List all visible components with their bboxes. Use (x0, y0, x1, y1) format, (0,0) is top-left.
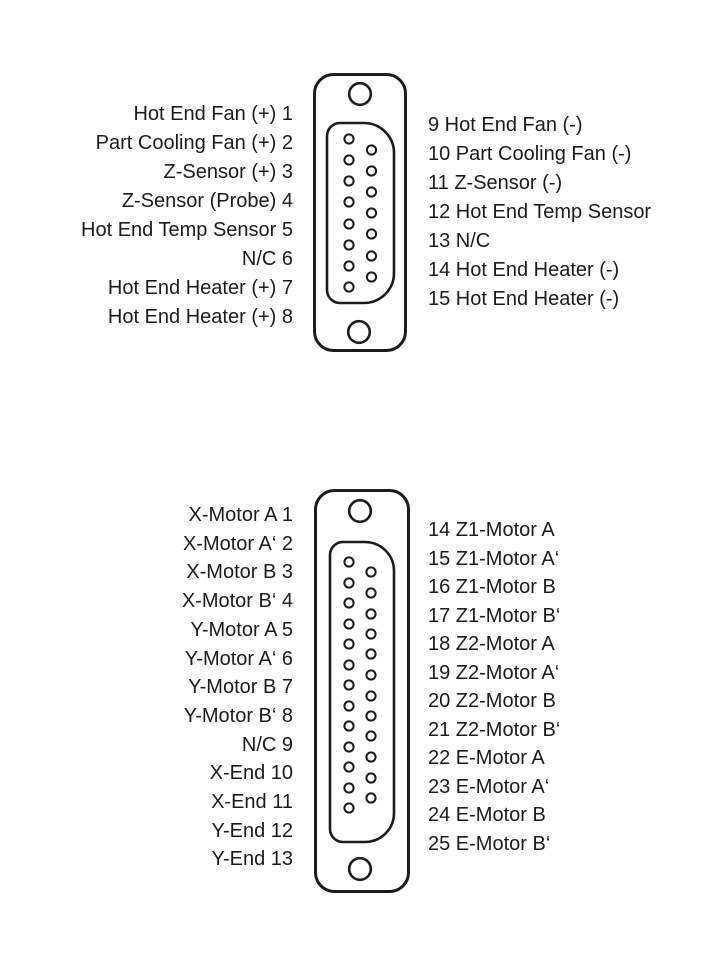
pin-hole (366, 588, 375, 597)
pin-hole (344, 701, 353, 710)
d-shell-face (327, 123, 394, 303)
pin-hole (344, 660, 353, 669)
pin-label: 14 Hot End Heater (-) (428, 259, 620, 281)
pin-hole (344, 240, 353, 249)
pin-hole (344, 639, 353, 648)
d-shell-face (330, 542, 394, 842)
pin-hole (366, 691, 375, 700)
pin-label: 21 Z2-Motor B‘ (428, 718, 561, 741)
screw-hole-bottom-icon (348, 321, 370, 343)
pin-label: 10 Part Cooling Fan (-) (428, 143, 632, 165)
pin-label: N/C 6 (241, 248, 293, 270)
pin-hole (344, 783, 353, 792)
pin-hole (344, 282, 353, 291)
pin-label: 14 Z1-Motor A (428, 519, 555, 541)
pin-label: Part Cooling Fan (+) 2 (95, 132, 293, 154)
pin-hole (344, 762, 353, 771)
pin-label: 19 Z2-Motor A‘ (428, 661, 560, 684)
pin-hole (367, 145, 376, 154)
pin-label: 16 Z1-Motor B (428, 576, 556, 598)
pin-hole (344, 155, 353, 164)
pin-label: 12 Hot End Temp Sensor (428, 201, 652, 223)
pin-label: Y-End 13 (211, 848, 293, 871)
pin-label: 13 N/C (428, 230, 491, 252)
pin-label: 20 Z2-Motor B (428, 690, 556, 712)
pin-label: Y-Motor A 5 (190, 618, 293, 641)
screw-hole-top-icon (349, 500, 371, 522)
pin-label: Z-Sensor (Probe) 4 (121, 190, 293, 212)
pin-hole (366, 567, 375, 576)
pin-hole (366, 670, 375, 679)
pin-label: X-Motor B‘ 4 (181, 590, 293, 613)
dsub15-connector-diagram (306, 66, 416, 362)
pin-label: 15 Hot End Heater (-) (428, 288, 620, 310)
pin-label: Y-End 12 (211, 819, 293, 842)
pin-label: X-Motor A 1 (188, 504, 293, 526)
pin-hole (366, 629, 375, 638)
motors-connector-left-labels (0, 501, 293, 874)
pin-label: Hot End Temp Sensor 5 (81, 219, 293, 241)
dsub25-connector-diagram (309, 482, 417, 900)
pin-hole (366, 649, 375, 658)
pin-label: N/C 9 (241, 733, 293, 756)
pin-hole (367, 251, 376, 260)
pin-label: X-End 10 (209, 762, 293, 785)
screw-hole-top-icon (349, 83, 371, 105)
pin-hole (344, 578, 353, 587)
pin-label: Hot End Heater (+) 7 (107, 277, 293, 299)
pin-hole (344, 176, 353, 185)
pin-label: Z-Sensor (+) 3 (163, 161, 293, 183)
pin-hole (367, 208, 376, 217)
pin-hole (344, 197, 353, 206)
pin-label: Y-Motor A‘ 6 (184, 647, 293, 670)
pin-hole (367, 229, 376, 238)
pin-label: 11 Z-Sensor (-) (428, 172, 563, 194)
pin-label: Y-Motor B‘ 8 (183, 704, 293, 727)
pin-hole (344, 261, 353, 270)
pin-hole (344, 557, 353, 566)
pin-hole (366, 793, 375, 802)
pin-label: 15 Z1-Motor A‘ (428, 547, 560, 570)
pin-hole (344, 680, 353, 689)
pin-hole (367, 272, 376, 281)
pin-hole (366, 773, 375, 782)
pin-hole (344, 803, 353, 812)
pin-hole (366, 711, 375, 720)
pin-label: 9 Hot End Fan (-) (428, 114, 583, 136)
pin-label: 17 Z1-Motor B‘ (428, 604, 561, 627)
pin-label: 18 Z2-Motor A (428, 633, 555, 655)
pin-hole (366, 752, 375, 761)
pin-hole (344, 134, 353, 143)
pin-label: X-Motor A‘ 2 (182, 532, 293, 555)
pin-label: 23 E-Motor A‘ (428, 775, 550, 798)
pin-label: Hot End Heater (+) 8 (107, 306, 293, 328)
pin-label: X-Motor B 3 (186, 561, 293, 584)
motors-connector-right-labels (428, 516, 560, 858)
pin-label: Hot End Fan (+) 1 (133, 103, 293, 125)
pin-hole (367, 187, 376, 196)
pin-hole (366, 609, 375, 618)
pin-hole (344, 619, 353, 628)
pin-hole (366, 731, 375, 740)
pin-hole (344, 598, 353, 607)
pin-hole (344, 742, 353, 751)
pin-hole (344, 721, 353, 730)
screw-hole-bottom-icon (349, 858, 371, 880)
hotend-connector-right-labels (428, 111, 651, 314)
pin-hole (344, 219, 353, 228)
pin-label: X-End 11 (211, 791, 293, 814)
hotend-connector-left-labels (0, 100, 293, 332)
pin-hole (367, 166, 376, 175)
pin-label: 22 E-Motor A (428, 747, 545, 769)
pin-label: Y-Motor B 7 (188, 676, 293, 699)
pin-label: 25 E-Motor B‘ (428, 832, 551, 855)
pin-label: 24 E-Motor B (428, 804, 546, 826)
